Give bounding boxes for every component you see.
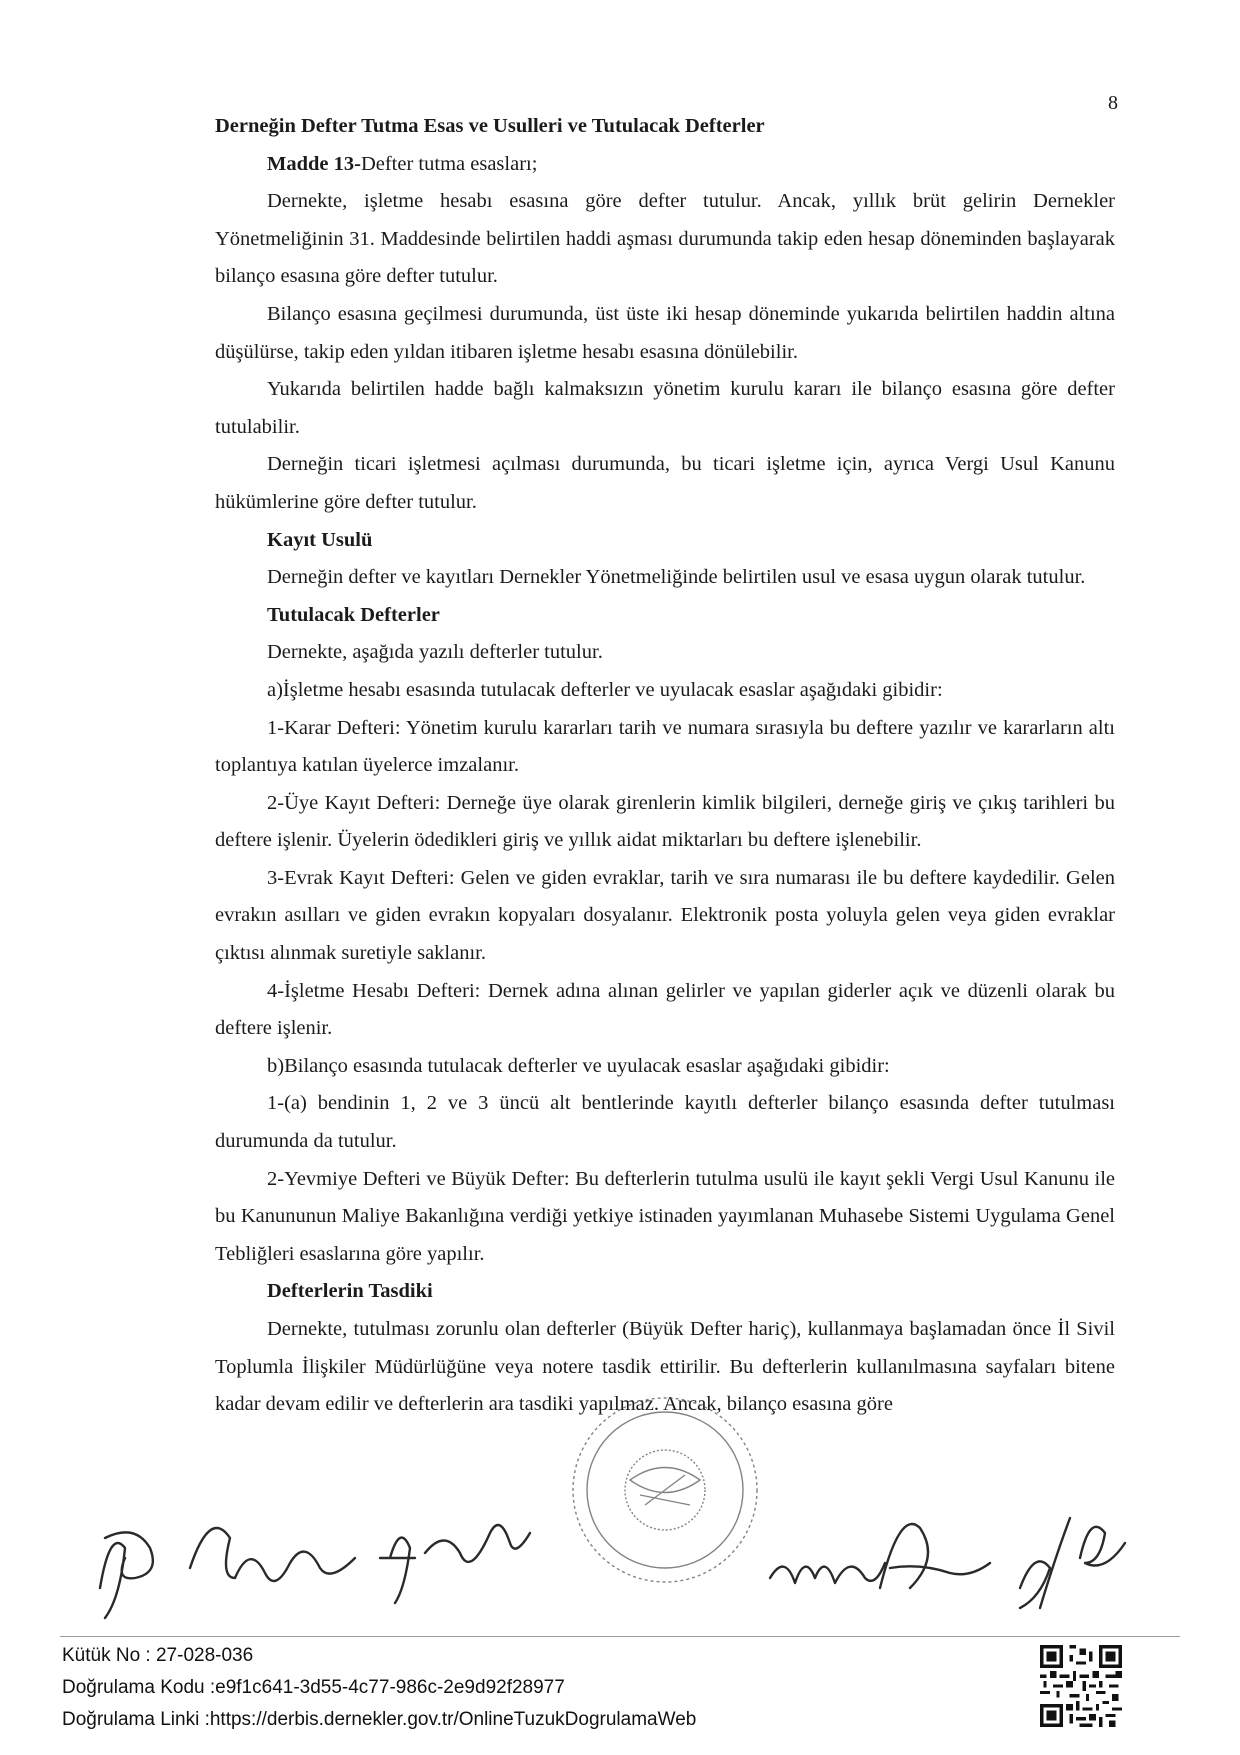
paragraph: Dernekte, aşağıda yazılı defterler tutulur. bbox=[267, 641, 603, 664]
qr-code-icon bbox=[1040, 1645, 1122, 1727]
footer-divider bbox=[60, 1636, 1180, 1637]
paragraph: 2-Yevmiye Defteri ve Büyük Defter: Bu defterlerin tutulma usulü ile kayıt şekli Vergi Usul Kanunu ile bu Kanununun Maliye Bakanlığına verdiği yetkiye istinaden yayımlanan Muhasebe Sistemi Uygulama Genel Tebliğleri esaslarına göre yapılır. bbox=[215, 1167, 1115, 1265]
article-heading: Derneğin Defter Tutma Esas ve Usulleri ve Tutulacak Defterler bbox=[215, 115, 765, 137]
section-heading-tasdik: Defterlerin Tasdiki bbox=[267, 1280, 433, 1303]
section-heading-tutulacak: Tutulacak Defterler bbox=[267, 603, 440, 626]
paragraph: Yukarıda belirtilen hadde bağlı kalmaksızın yönetim kurulu kararı ile bilanço esasına göre defter tutulabilir. bbox=[215, 378, 1115, 438]
paragraph: Dernekte, işletme hesabı esasına göre defter tutulur. Ancak, yıllık brüt gelirin Dernekler Yönetmeliğinin 31. Maddesinde belirtilen haddi aşması durumunda takip eden hesap döneminden başlayarak bilanço esasına göre defter tutulur. bbox=[215, 190, 1115, 288]
paragraph: b)Bilanço esasında tutulacak defterler ve uyulacak esaslar aşağıdaki gibidir: bbox=[267, 1054, 890, 1077]
paragraph: 1-Karar Defteri: Yönetim kurulu kararları tarih ve numara sırasıyla bu deftere yazılır ve kararların altı toplantıya katılan üyelerce imzalanır. bbox=[215, 716, 1115, 777]
paragraph: Dernekte, tutulması zorunlu olan defterler (Büyük Defter hariç), kullanmaya başlamadan önce İl Sivil Toplumla İlişkiler Müdürlüğüne veya notere tasdik ettirilir. Bu defterlerin kullanılmasına sayfaları bitene kadar devam edilir ve defterlerin ara tasdiki yapılmaz. Ancak, bilanço esasına göre bbox=[215, 1318, 1115, 1416]
verification-footer bbox=[62, 1640, 962, 1736]
section-heading-kayit: Kayıt Usulü bbox=[267, 528, 373, 551]
paragraph: 1-(a) bendinin 1, 2 ve 3 üncü alt bentlerinde kayıtlı defterler bilanço esasında defter tutulması durumunda da tutulur. bbox=[215, 1092, 1115, 1153]
madde-label: Madde 13- bbox=[267, 152, 361, 175]
paragraph: 4-İşletme Hesabı Defteri: Dernek adına alınan gelirler ve yapılan giderler açık ve düzenli olarak bu deftere işlenir. bbox=[215, 979, 1115, 1040]
madde-line bbox=[215, 146, 1115, 184]
paragraph: Bilanço esasına geçilmesi durumunda, üst üste iki hesap döneminde yukarıda belirtilen haddin altına düşülürse, takip eden yıldan itibaren işletme hesabı esasına dönülebilir. bbox=[215, 302, 1115, 363]
paragraph: 3-Evrak Kayıt Defteri: Gelen ve giden evraklar, tarih ve sıra numarası ile bu deftere kaydedilir. Gelen evrakın asılları ve giden evrakın kopyaları dosyalanır. Elektronik posta yoluyla gelen veya giden evraklar çıktısı alınmak suretiyle saklanır. bbox=[215, 866, 1115, 965]
paragraph: 2-Üye Kayıt Defteri: Derneğe üye olarak girenlerin kimlik bilgileri, derneğe giriş ve çıkış tarihleri bu deftere işlenir. Üyelerin ödedikleri giriş ve yıllık aidat miktarları bu deftere işlenebilir. bbox=[215, 791, 1115, 852]
verification-link[interactable]: Doğrulama Linki :https://derbis.dernekler.gov.tr/OnlineTuzukDogrulamaWeb bbox=[62, 1709, 697, 1730]
page-number: 8 bbox=[1108, 92, 1118, 114]
kutuk-number: Kütük No : 27-028-036 bbox=[62, 1645, 254, 1666]
madde-text: Defter tutma esasları; bbox=[360, 152, 538, 175]
verification-code: Doğrulama Kodu :e9f1c641-3d55-4c77-986c-2e9d92f28977 bbox=[62, 1677, 565, 1698]
paragraph: a)İşletme hesabı esasında tutulacak defterler ve uyulacak esaslar aşağıdaki gibidir: bbox=[267, 678, 943, 701]
document-body bbox=[215, 108, 1115, 1424]
signatures-icon bbox=[80, 1478, 1170, 1628]
paragraph: Derneğin defter ve kayıtları Dernekler Yönetmeliğinde belirtilen usul ve esasa uygun olarak tutulur. bbox=[267, 566, 1086, 589]
paragraph: Derneğin ticari işletmesi açılması durumunda, bu ticari işletme için, ayrıca Vergi Usul Kanunu hükümlerine göre defter tutulur. bbox=[215, 453, 1115, 513]
